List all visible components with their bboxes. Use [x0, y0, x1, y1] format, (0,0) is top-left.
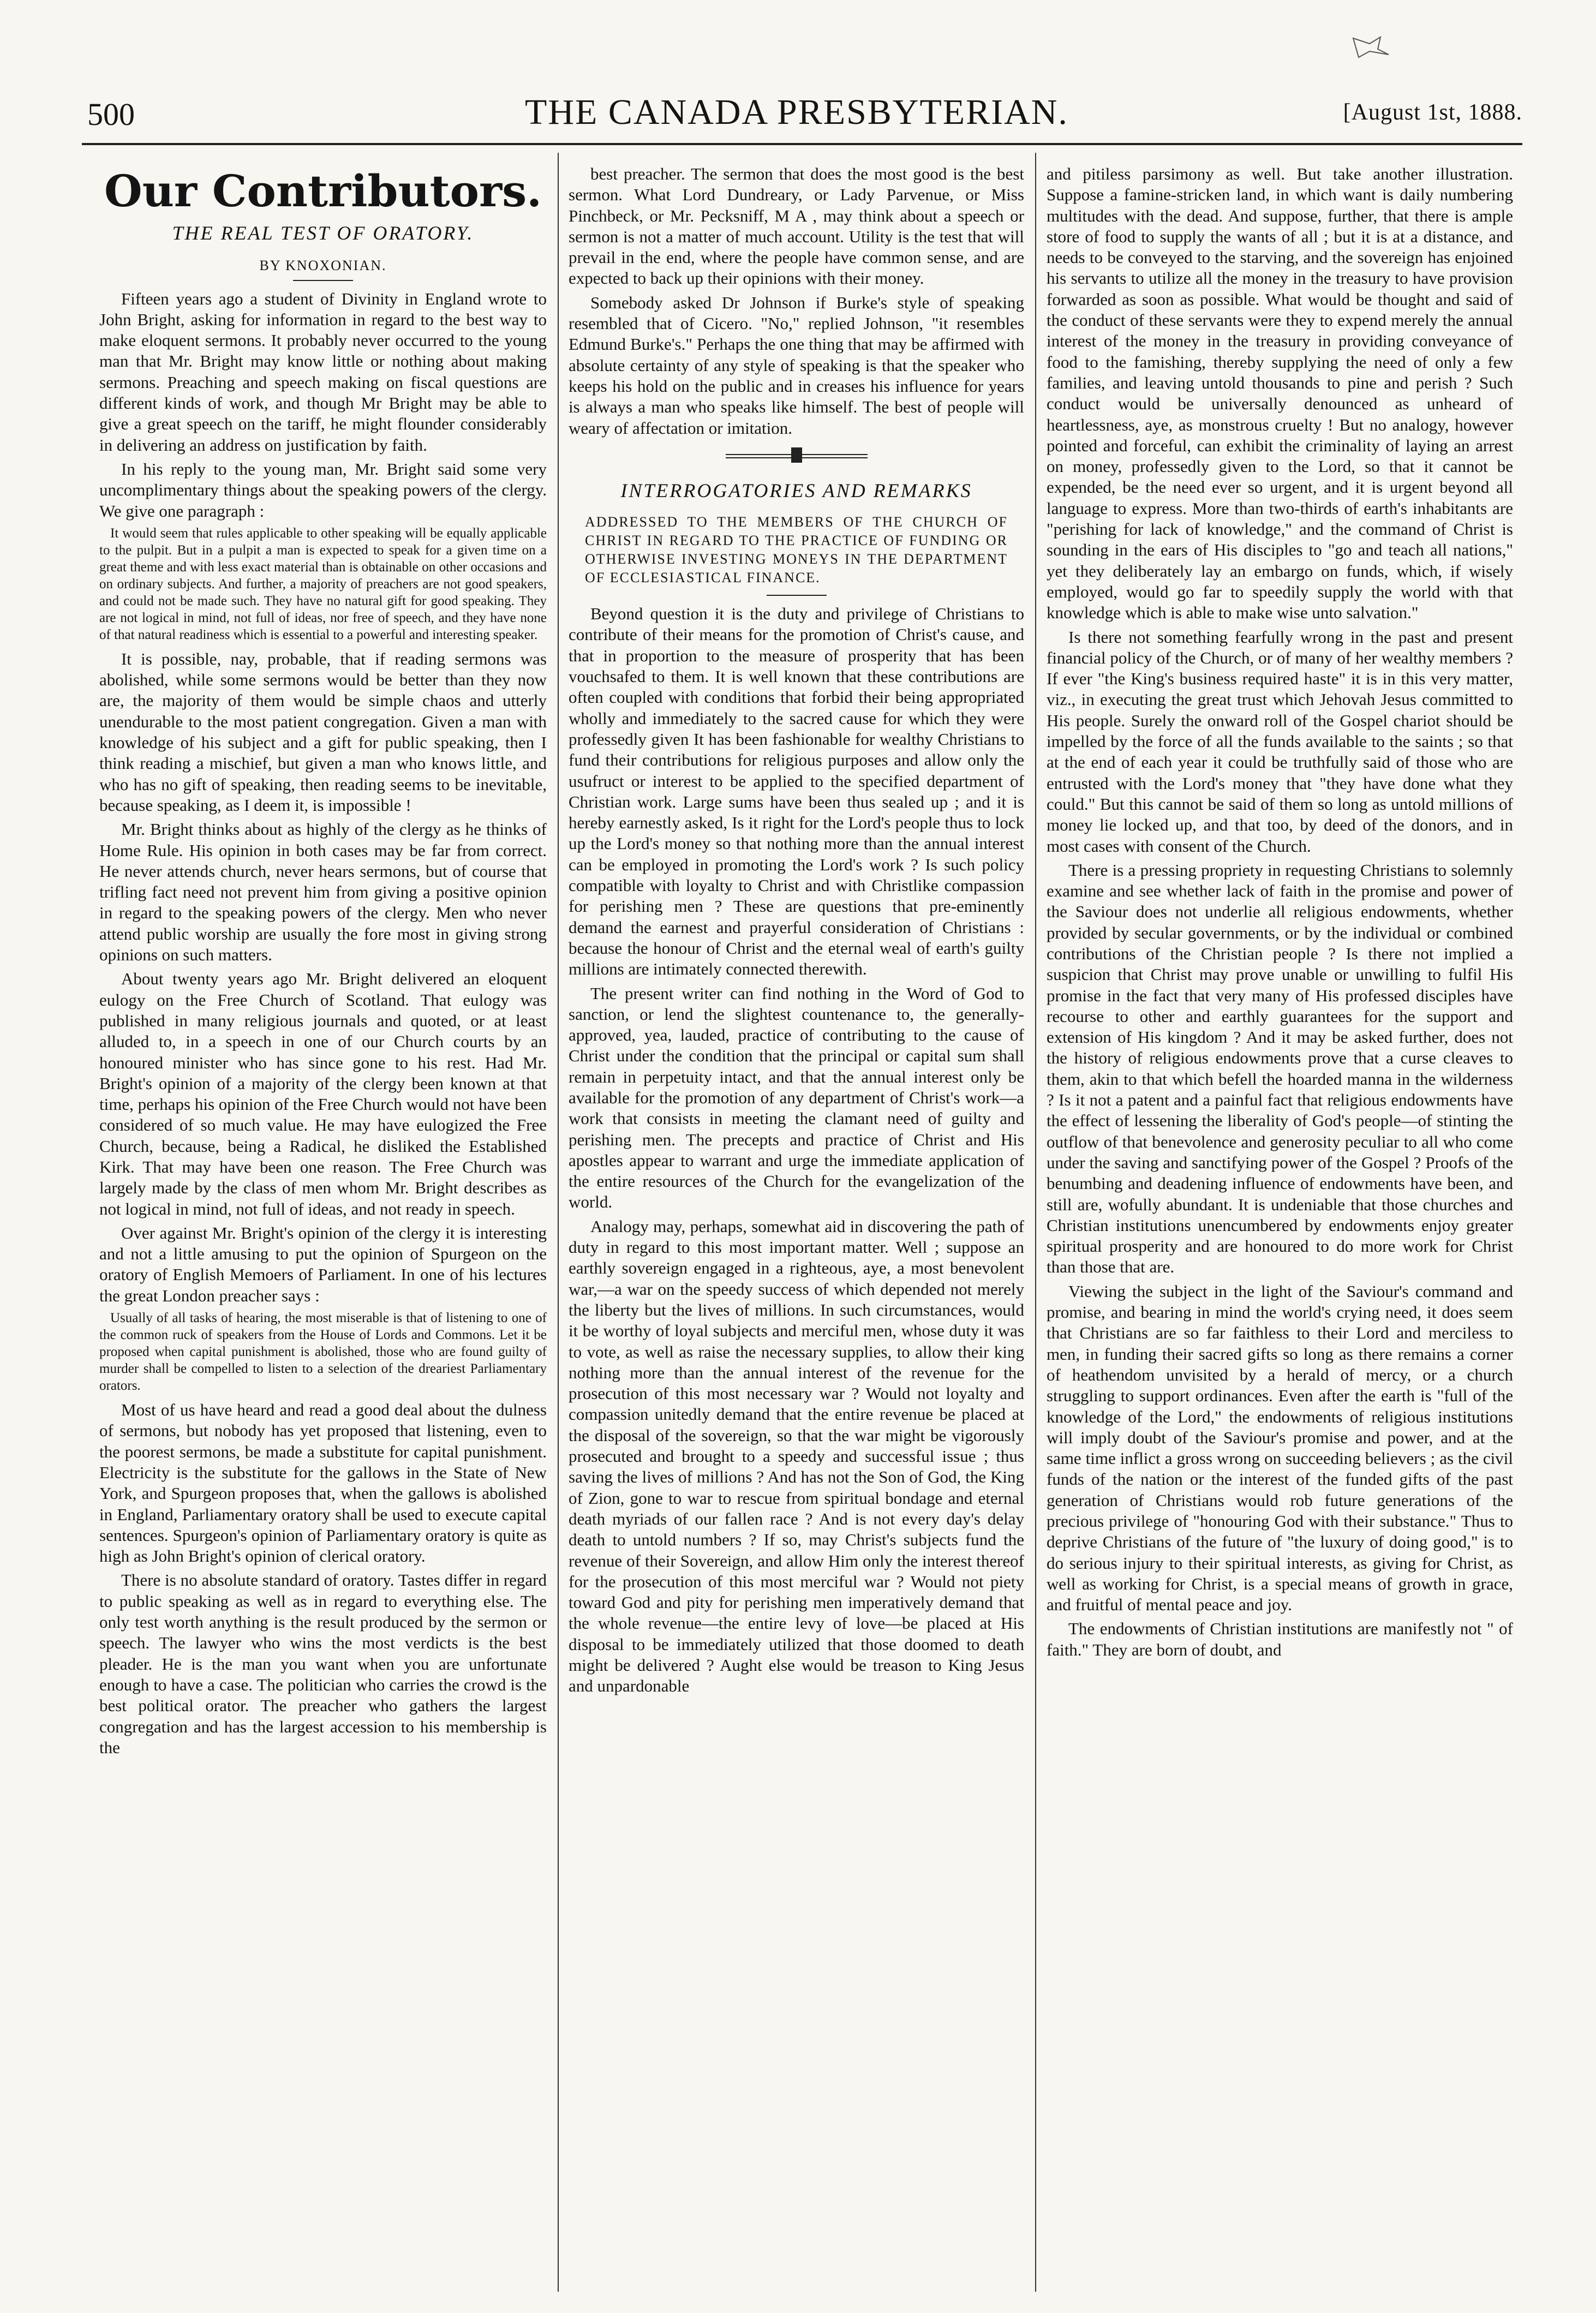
paragraph: Beyond question it is the duty and privilege of Christians to contribute of their means for the promotion of Christ's cause, and that in proportion to the measure of prosperity that has been vouchsafed to them. It is well known that these contributions are often coupled with conditions that forbid their being appropriated wholly and immediately to the sacred cause for which they were professedly given It has been fashionable for wealthy Christians to fund their contributions for religious purposes and allow only the usufruct or interest to be applied to the specified department of Christian work. Large sums have been thus sealed up ; and it is hereby earnestly asked, Is it right for the Lord's people thus to lock up the Lord's money so that nothing more than the annual interest can be employed in promoting the Lord's work ? Is such policy compatible with loyalty to Christ and with Christlike compassion for perishing men ? These are questions that pre-eminently demand the earnest and prayerful consideration of Christians : because the honour of Christ and the eternal weal of earth's guilty millions are intimately connected therewith. — [569, 604, 1024, 979]
article-title: INTERROGATORIES AND REMARKS — [620, 479, 972, 501]
column-3 — [1047, 164, 1513, 2286]
column-2 — [569, 164, 1024, 2286]
paragraph: and pitiless parsimony as well. But take another illustration. Suppose a famine-stricken land, in which want is daily numbering multitudes with the dead. And suppose, further, that there is ample store of food to supply the wants of all ; but it is at a distance, and needs to be conveyed to the starving, and the sovereign has enjoined his servants to utilize all the money in the treasury to have provision forwarded as soon as possible. What would be thought and said of the conduct of these servants were they to expend merely the annual interest of the money in the treasury in providing conveyance of food to the famishing, thereby supplying the need of only a few families, and leaving untold thousands to pine and perish ? Such conduct would be universally denounced as unheard of heartlessness, aye, as monstrous cruelty ! But no analogy, however pointed and forceful, can exhibit the criminality of laying an arrest on money, professedly given to the Lord, so that it cannot be expended, be the need ever so urgent, and it is urgent beyond all language to express. More than two-thirds of earth's inhabitants are "perishing for lack of knowledge," and the command of Christ is sounding in the ears of His disciples to "go and teach all nations," yet they deliberately lay an embargo on funds, which, if wisely employed, would go far to speedily supply the world with that knowledge which is able to make wise unto salvation." — [1047, 164, 1513, 623]
paragraph: Is there not something fearfully wrong in the past and present financial policy of the Church, or of many of her wealthy members ? If ever "the King's business required haste" it is in this very matter, viz., in executing the great trust which Jehovah Jesus committed to His people. Surely the onward roll of the Gospel chariot should be impelled by the force of all the funds available to the saints ; so that at the end of each year it could be truthfully said of those who are entrusted with the Lord's money that "they have done what they could." But this cannot be said of them so long as untold millions of money lie locked up, and that too, by deed of the donors, and in most cases with consent of the Church. — [1047, 627, 1513, 856]
ornamental-rule — [726, 454, 868, 458]
paragraph: Viewing the subject in the light of the Saviour's command and promise, and bearing in mind the world's crying need, it does seem that Christians are so far faithless to their Lord and merciless to men, in funding their sacred gifts so long as there remains a corner of heathendom unvisited by a herald of mercy, or a church struggling to support ordinances. Even after the earth is "full of the knowledge of the Lord," the endowments of religious institutions will imply doubt of the Saviour's promise and power, and at the same time inflict a gross wrong on succeeding believers ; as the civil funds of the nation or the interest of the funded gifts of the past generation of Christians would rob future generations of the precious privilege of "honouring God with their substance." Thus to deprive Christians of the future of "the luxury of doing good," is to do serious injury to their spiritual interests, as giving for Christ, as well as working for Christ, is a special means of growth in grace, and fruitful of mental peace and joy. — [1047, 1281, 1513, 1615]
column-divider — [1035, 153, 1036, 2292]
paragraph: Most of us have heard and read a good deal about the dulness of sermons, but nobody has yet proposed that listening, even to the poorest sermons, be made a substitute for capital punishment. Electricity is the substitute for the gallows in the State of New York, and Spurgeon proposes that, when the gallows is abolished in England, Parliamentary oratory shall be used to execute capital sentences. Spurgeon's opinion of Parliamentary oratory is quite as high as John Bright's opinion of clerical oratory. — [99, 1400, 547, 1566]
byline-rule — [293, 280, 353, 281]
page-number: 500 — [87, 97, 135, 132]
article-title: THE REAL TEST OF ORATORY. — [172, 222, 474, 244]
paragraph: Mr. Bright thinks about as highly of the clergy as he thinks of Home Rule. His opinion in both cases may be far from correct. He never attends church, never hears sermons, but of course that trifling fact need not prevent him from giving a positive opinion in regard to the speaking powers of the clergy. Men who never attend public worship are usually the fore most in giving strong opinions on such matters. — [99, 820, 547, 965]
paragraph: In his reply to the young man, Mr. Bright said some very uncomplimentary things about the speaking powers of the clergy. We give one paragraph : — [99, 459, 547, 521]
block-quote: Usually of all tasks of hearing, the most miserable is that of listening to one of the common ruck of speakers from the House of Lords and Commons. Let it be proposed when capital punishment is abolished, those who are found guilty of murder shall be compelled to listen to a selection of the dreariest Parliamentary orators. — [99, 1311, 547, 1394]
masthead — [71, 92, 1522, 141]
issue-date: [August 1st, 1888. — [1343, 100, 1522, 125]
paragraph: Analogy may, perhaps, somewhat aid in discovering the path of duty in regard to this most important matter. Well ; suppose an earthly sovereign engaged in a righteous, aye, a most benevolent war,—a war on the speedy success of which depended not merely the liberty but the lives of millions. In such circumstances, would it be worthy of loyal subjects and merciful men, whose duty it was to vote, as well as raise the necessary supplies, to allow their king nothing more than the annual interest of the revenue for the prosecution of this most necessary war ? Would not loyalty and compassion unitedly demand that the entire revenue be placed at the disposal of the sovereign, so that the war might be vigorously prosecuted and brought to a speedy and successful issue ; thus saving the lives of millions ? And has not the Son of God, the King of Zion, gone to war to rescue from spiritual bondage and eternal death myriads of our fallen race ? And is not every day's delay death to untold numbers ? If so, may Christ's subjects fund the revenue of their Sovereign, and allow Him only the interest thereof for the prosecution of this most merciful war ? Would not piety toward God and pity for perishing men imperatively demand that the whole revenue—the entire levy of love—be placed at His disposal to be immediately utilized that those doomed to death might be delivered ? Aught else would be treason to King Jesus and unpardonable — [569, 1216, 1024, 1696]
block-quote: It would seem that rules applicable to other speaking will be equally applicable to the pulpit. But in a pulpit a man is expected to speak for a given time on a great theme and with less exact material than is obtainable on other occasions and on ordinary subjects. And further, a majority of preachers are not good speakers, and could not be made such. They have no natural gift for good speaking. They are not logical in mind, not full of ideas, nor free of speech, and they have none of that natural readiness which is essential to a powerful and interesting speaker. — [99, 525, 547, 642]
byline: BY KNOXONIAN. — [259, 258, 387, 274]
section-title: Our Contributors. — [104, 165, 542, 217]
paragraph: There is a pressing propriety in requesting Christians to solemnly examine and see whether lack of faith in the promise and power of the Saviour does not underlie all religious endowments, whether provided by secular governments, or by the individual or combined contributions of the Christian people ? Is there not implied a suspicion that Christ may prove unable or unwilling to fulfil His promise in the fact that very many of His professed disciples have recourse to other and earthly guarantees for the support and extension of His kingdom ? And it may be asked further, does not the history of religious endowments prove that a curse cleaves to them, akin to that which befell the hoarded manna in the wilderness ? Is it not a patent and a painful fact that religious endowments have the effect of lessening the liberality of God's people—of stinting the outflow of that benevolence and generosity peculiar to all who come under the saving and sanctifying power of the Gospel ? Proofs of the benumbing and deadening influence of endowments have been, and still are, wofully abundant. It is undeniable that those churches and Christian institutions unencumbered by endowments enjoy greater spiritual prosperity and are honoured to do more work for Christ than those that are. — [1047, 860, 1513, 1277]
paragraph: About twenty years ago Mr. Bright delivered an eloquent eulogy on the Free Church of Scotland. That eulogy was published in many religious journals and quoted, or at least alluded to, in a speech in one of our Church courts by an honoured minister who has since gone to his rest. Had Mr. Bright's opinion of a majority of the clergy been known at that time, perhaps his opinion of the Free Church would not have been considered of so much value. He may have eulogized the Free Church, because, being a Radical, he disliked the Established Kirk. That may have been one reason. The Free Church was largely made by the class of men whom Mr. Bright describes as not logical in mind, not full of ideas, and not ready in speech. — [99, 969, 547, 1218]
paragraph: Fifteen years ago a student of Divinity in England wrote to John Bright, asking for information in regard to the best way to make eloquent sermons. It probably never occurred to the young man that Mr. Bright may know little or nothing about making sermons. Preaching and speech making on fiscal questions are different kinds of work, and though Mr Bright may be able to give a great speech on the tariff, he might flounder considerably in delivering an address on justification by faith. — [99, 289, 547, 455]
paragraph: Somebody asked Dr Johnson if Burke's style of speaking resembled that of Cicero. "No," replied Johnson, "it resembles Edmund Burke's." Perhaps the one thing that may be affirmed with absolute certainty of any style of speaking is that the speaker who keeps his hold on the public and in creases his influence for years is always a man who speaks like himself. The best of people will weary of affectation or imitation. — [569, 292, 1024, 438]
subtitle-rule — [767, 595, 827, 596]
paragraph: Over against Mr. Bright's opinion of the clergy it is interesting and not a little amusing to put the opinion of Spurgeon on the oratory of English Memoers of Parliament. In one of his lectures the great London preacher says : — [99, 1223, 547, 1305]
paragraph: best preacher. The sermon that does the most good is the best sermon. What Lord Dundreary, or Lady Parvenue, or Miss Pinchbeck, or Mr. Pecksniff, M A , may think about a speech or sermon is not a matter of much account. Utility is the test that will prevail in the end, where the people have common sense, and are expected to back up their opinions with their money. — [569, 164, 1024, 288]
column-1 — [99, 164, 547, 2286]
ink-blot-mark — [1348, 33, 1397, 60]
paragraph: It is possible, nay, probable, that if reading sermons was abolished, while some sermons would be better than they now are, the majority of them would be simple chaos and utterly unendurable to the most patient congregation. Given a man with knowledge of his subject and a gift for public speaking, then I think reading a mischief, but given a man who knows little, and who has no gift of speaking, then reading seems to be inevitable, because speaking, as I deem it, is impossible ! — [99, 649, 547, 815]
journal-title: THE CANADA PRESBYTERIAN. — [525, 92, 1068, 132]
header-rule — [82, 143, 1522, 145]
column-divider — [558, 153, 559, 2292]
paragraph: The endowments of Christian institutions are manifestly not " of faith." They are born of doubt, and — [1047, 1619, 1513, 1659]
article-subtitle: ADDRESSED TO THE MEMBERS OF THE CHURCH OF CHRIST IN REGARD TO THE PRACTICE OF FUNDING OR OTHERWISE INVESTING MONEYS IN THE DEPARTMENT OF ECCLESIASTICAL FINANCE. — [585, 514, 1008, 586]
paragraph: The present writer can find nothing in the Word of God to sanction, or lend the slightest countenance to, the generally-approved, yea, lauded, practice of contributing to the cause of Christ under the condition that the principal or capital sum shall remain in perpetuity intact, and that the annual interest only be available for the promotion of any department of Christ's work—a work that consists in meeting the clamant need of guilty and perishing men. The precepts and practice of Christ and His apostles appear to warrant and urge the immediate application of the entire resources of the Church for the evangelization of the world. — [569, 983, 1024, 1212]
paragraph: There is no absolute standard of oratory. Tastes differ in regard to public speaking as well as in regard to everything else. The only test worth anything is the result produced by the sermon or speech. The lawyer who wins the most verdicts is the best pleader. He is the man you want when you are unfortunate enough to have a case. The politician who carries the crowd is the best political orator. The preacher who gathers the largest congregation and has the largest accession to his membership is the — [99, 1570, 547, 1757]
